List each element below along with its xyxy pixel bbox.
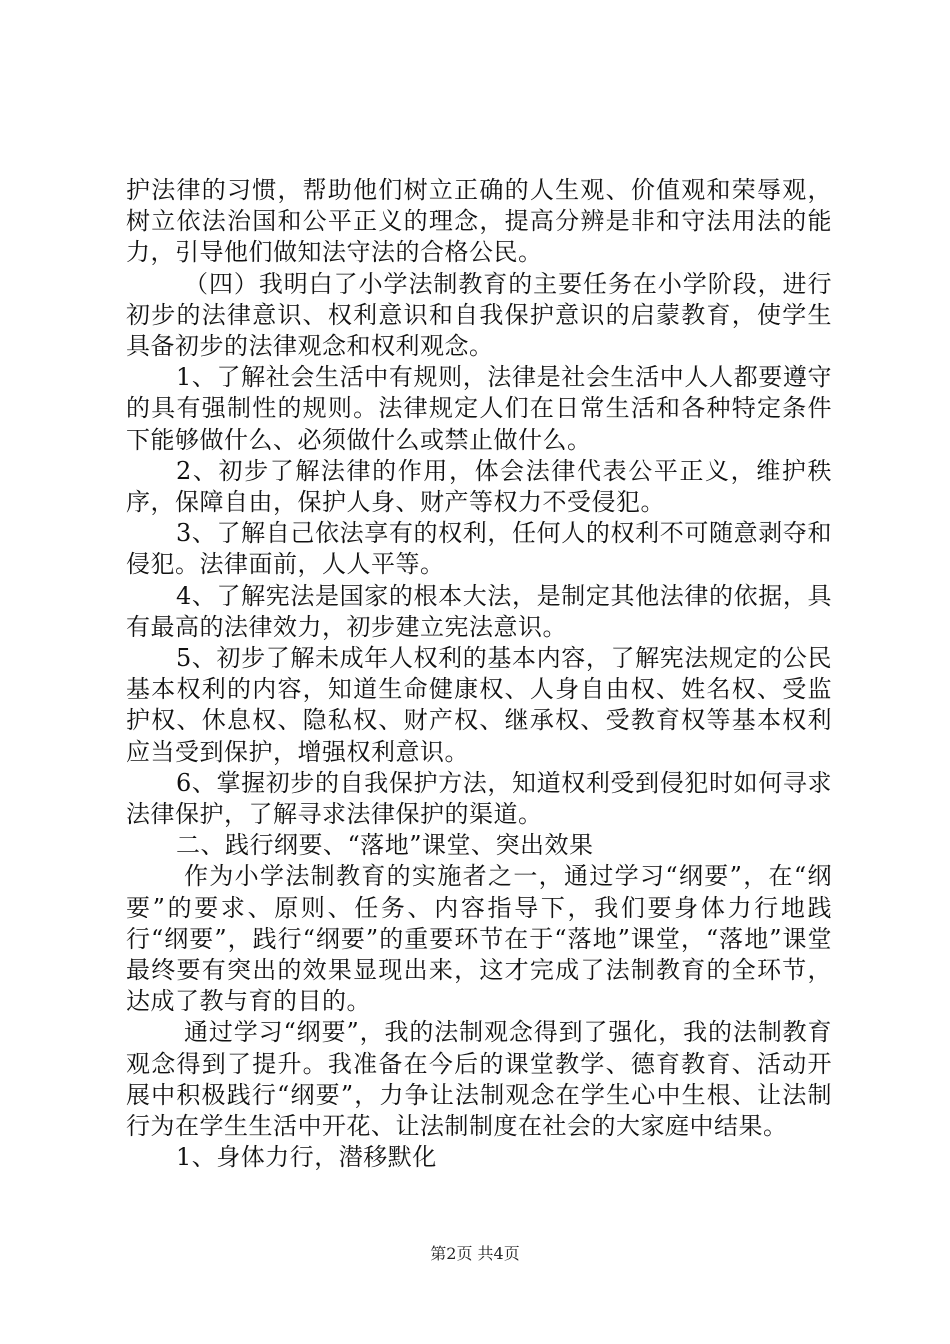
paragraph-learning-outcome: 通过学习“纲要”，我的法制观念得到了强化，我的法制教育观念得到了提升。我准备在今后的课堂教学、德育教育、活动开展中积极践行“纲要”，力争让法制观念在学生心中生根、让法制行为在学生生活中开花、让法制制度在社会的大家庭中结果。 bbox=[126, 1018, 832, 1141]
page-number: 第2页 共4页 bbox=[430, 1244, 520, 1263]
subheading-1: 1、身体力行，潜移默化 bbox=[176, 1143, 437, 1172]
list-item-4: 4、了解宪法是国家的根本大法，是制定其他法律的依据，具有最高的法律效力，初步建立宪法意识。 bbox=[126, 581, 832, 641]
list-item-1: 1、了解社会生活中有规则，法律是社会生活中人人都要遵守的具有强制性的规则。法律规定人们在日常生活和各种特定条件下能够做什么、必须做什么或禁止做什么。 bbox=[126, 363, 832, 454]
paragraph-implementer: 作为小学法制教育的实施者之一，通过学习“纲要”，在“纲要”的要求、原则、任务、内容指导下，我们要身体力行地践行“纲要”，践行“纲要”的重要环节在于“落地”课堂，“落地”课堂最终要有突出的效果显现出来，这才完成了法制教育的全环节，达成了教与育的目的。 bbox=[126, 862, 832, 1016]
list-item-6: 6、掌握初步的自我保护方法，知道权利受到侵犯时如何寻求法律保护，了解寻求法律保护的渠道。 bbox=[126, 768, 832, 829]
paragraph-continuation: 护法律的习惯，帮助他们树立正确的人生观、价值观和荣辱观，树立依法治国和公平正义的理念，提高分辨是非和守法用法的能力，引导他们做知法守法的合格公民。 bbox=[126, 176, 832, 267]
list-item-3: 3、了解自己依法享有的权利，任何人的权利不可随意剥夺和侵犯。法律面前，人人平等。 bbox=[126, 519, 832, 579]
paragraph-main-tasks: （四）我明白了小学法制教育的主要任务在小学阶段，进行初步的法律意识、权利意识和自我保护意识的启蒙教育，使学生具备初步的法律观念和权利观念。 bbox=[126, 269, 832, 361]
section-heading-2: 二、践行纲要、“落地”课堂、突出效果 bbox=[176, 831, 594, 860]
document-body bbox=[126, 175, 832, 1174]
list-item-5: 5、初步了解未成年人权利的基本内容，了解宪法规定的公民基本权利的内容，知道生命健康权、人身自由权、姓名权、受监护权、休息权、隐私权、财产权、继承权、受教育权等基本权利应当受到保护，增强权利意识。 bbox=[126, 644, 832, 766]
list-item-2: 2、初步了解法律的作用，体会法律代表公平正义，维护秩序，保障自由，保护人身、财产等权力不受侵犯。 bbox=[126, 456, 832, 517]
